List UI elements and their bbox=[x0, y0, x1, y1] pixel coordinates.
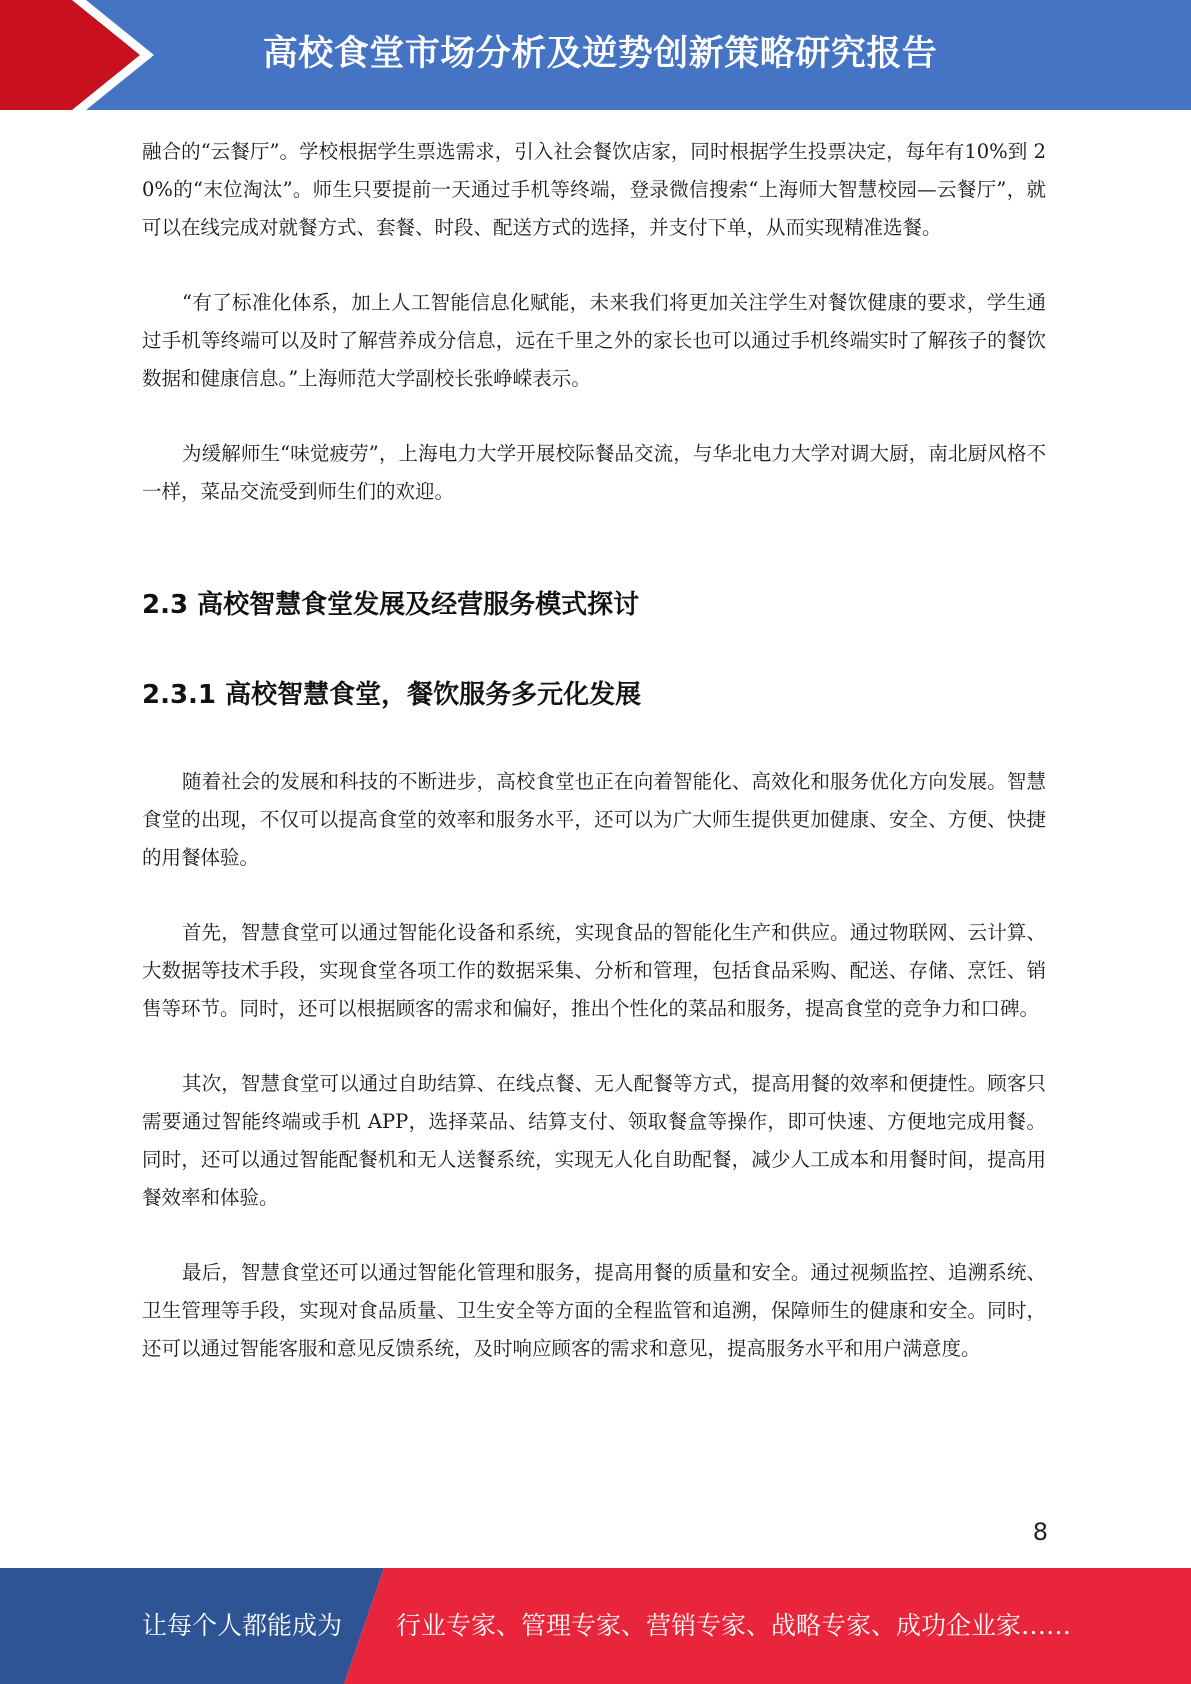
paragraph-intro: 随着社会的发展和科技的不断进步，高校食堂也正在向着智能化、高效化和服务优化方向发展。智慧食堂的出现，不仅可以提高食堂的效率和服务水平，还可以为广大师生提供更加健康、安全、方便、快捷的用餐体验。 bbox=[142, 770, 1046, 869]
document-title: 高校食堂市场分析及逆势创新策略研究报告 bbox=[262, 34, 938, 74]
page-number: 8 bbox=[1032, 1518, 1048, 1546]
paragraph-quote: “有了标准化体系，加上人工智能信息化赋能，未来我们将更加关注学生对餐饮健康的要求，学生通过手机等终端可以及时了解营养成分信息，远在千里之外的家长也可以通过手机终端实时了解孩子的餐饮数据和健康信息。”上海师范大学副校长张峥嵘表示。 bbox=[142, 291, 1046, 390]
section-heading: 2.3 高校智慧食堂发展及经营服务模式探讨 bbox=[142, 590, 640, 620]
footer-slogan-left: 让每个人都能成为 bbox=[142, 1611, 343, 1640]
paragraph-taste-fatigue: 为缓解师生“味觉疲劳”，上海电力大学开展校际餐品交流，与华北电力大学对调大厨，南北厨风格不一样，菜品交流受到师生们的欢迎。 bbox=[142, 442, 1046, 503]
paragraph-cloud-canteen: 融合的“云餐厅”。学校根据学生票选需求，引入社会餐饮店家，同时根据学生投票决定，每年有10%到 20%的“末位淘汰”。师生只要提前一天通过手机等终端，登录微信搜索“上海师大智慧校园—云餐厅”，就可以在线完成对就餐方式、套餐、时段、配送方式的选择，并支付下单，从而实现精准选餐。 bbox=[142, 140, 1046, 239]
paragraph-second: 其次，智慧食堂可以通过自助结算、在线点餐、无人配餐等方式，提高用餐的效率和便捷性。顾客只需要通过智能终端或手机 APP，选择菜品、结算支付、领取餐盒等操作，即可快速、方便地完成用餐。同时，还可以通过智能配餐机和无人送餐系统，实现无人化自助配餐，减少人工成本和用餐时间，提高用餐效率和体验。 bbox=[142, 1072, 1046, 1209]
page-header bbox=[0, 0, 1191, 110]
header-ribbon-decoration bbox=[0, 0, 160, 110]
paragraph-finally: 最后，智慧食堂还可以通过智能化管理和服务，提高用餐的质量和安全。通过视频监控、追溯系统、卫生管理等手段，实现对食品质量、卫生安全等方面的全程监管和追溯，保障师生的健康和安全。同时，还可以通过智能客服和意见反馈系统，及时响应顾客的需求和意见，提高服务水平和用户满意度。 bbox=[142, 1261, 1046, 1360]
subsection-heading: 2.3.1 高校智慧食堂，餐饮服务多元化发展 bbox=[142, 680, 642, 710]
footer-slogan-right: 行业专家、管理专家、营销专家、战略专家、成功企业家…… bbox=[396, 1611, 1072, 1640]
paragraph-first: 首先，智慧食堂可以通过智能化设备和系统，实现食品的智能化生产和供应。通过物联网、云计算、大数据等技术手段，实现食堂各项工作的数据采集、分析和管理，包括食品采购、配送、存储、烹饪、销售等环节。同时，还可以根据顾客的需求和偏好，推出个性化的菜品和服务，提高食堂的竞争力和口碑。 bbox=[142, 921, 1046, 1020]
document-body bbox=[142, 133, 1046, 1368]
page-footer bbox=[0, 1568, 1191, 1684]
